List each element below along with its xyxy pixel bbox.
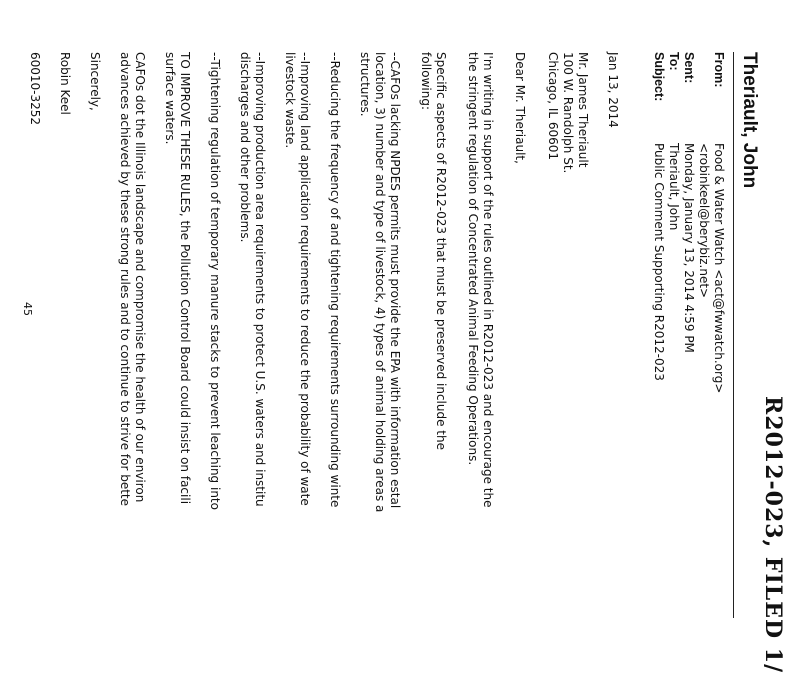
from-label: From:	[712, 52, 726, 88]
point-6-line-1: TO IMPROVE THESE RULES, the Pollution Control Board could insist on facili	[178, 52, 192, 505]
address-line-3: Chicago, IL 60601	[546, 52, 560, 161]
signoff: Sincerely,	[88, 52, 102, 111]
point-3-line-2: livestock waste.	[283, 52, 297, 149]
sent-label: Sent:	[682, 52, 696, 84]
filing-stamp: R2012-023, FILED 1/	[760, 396, 786, 673]
point-1-line-1: --CAFOs lacking NPDES permits must provide the EPA with information estal	[388, 52, 402, 509]
header-divider	[733, 52, 734, 618]
to-value: Theriault, John	[667, 143, 681, 231]
closing-line-1: CAFOs dot the Illinois landscape and compromise the health of our environ	[133, 52, 147, 503]
sent-value: Monday, January 13, 2014 4:59 PM	[682, 143, 696, 353]
signer-zip: 60010-3252	[28, 52, 42, 126]
intro-line-2: the stringent regulation of Concentrated Animal Feeding Operations.	[466, 52, 480, 466]
address-line-2: 100 W. Randolph St.	[561, 52, 575, 174]
point-5-line-1: --Tightening regulation of temporary manure stacks to prevent leaching into	[208, 52, 222, 510]
to-label: To:	[667, 52, 681, 71]
point-6-line-2: surface waters.	[163, 52, 177, 145]
intro-line-1: I'm writing in support of the rules outlined in R2012-023 and encourage the	[481, 52, 495, 508]
subject-label: Subject:	[652, 52, 666, 102]
point-2-line-1: --Reducing the frequency of and tightening requirements surrounding winte	[328, 52, 342, 508]
signer-name: Robin Keel	[58, 52, 72, 115]
from-email: <robinkeel@berybiz.net>	[697, 143, 711, 299]
address-line-1: Mr. James Theriault	[576, 52, 590, 168]
page-number: 45	[21, 302, 34, 316]
specific-line-2: following:	[419, 52, 433, 110]
point-4-line-2: discharges and other problems.	[238, 52, 252, 243]
from-value: Food & Water Watch <act@fwwatch.org>	[712, 143, 726, 394]
point-4-line-1: --Improving production area requirements to protect U.S. waters and institu	[253, 52, 267, 507]
closing-line-2: advances achieved by these strong rules and to continue to strive for bette	[118, 52, 132, 507]
sender-name-heading: Theriault, John	[739, 52, 760, 189]
point-3-line-1: --Improving land application requirements to reduce the probability of wate	[298, 52, 312, 506]
salutation: Dear Mr. Theriault,	[513, 52, 527, 164]
subject-value: Public Comment Supporting R2012-023	[652, 143, 666, 381]
letter-date: Jan 13, 2014	[606, 52, 620, 128]
point-1-line-3: structures.	[358, 52, 372, 117]
point-1-line-2: location, 3) number and type of livestock, 4) types of animal holding areas a	[373, 52, 387, 513]
specific-line-1: Specific aspects of R2012-023 that must be preserved include the	[434, 52, 448, 451]
